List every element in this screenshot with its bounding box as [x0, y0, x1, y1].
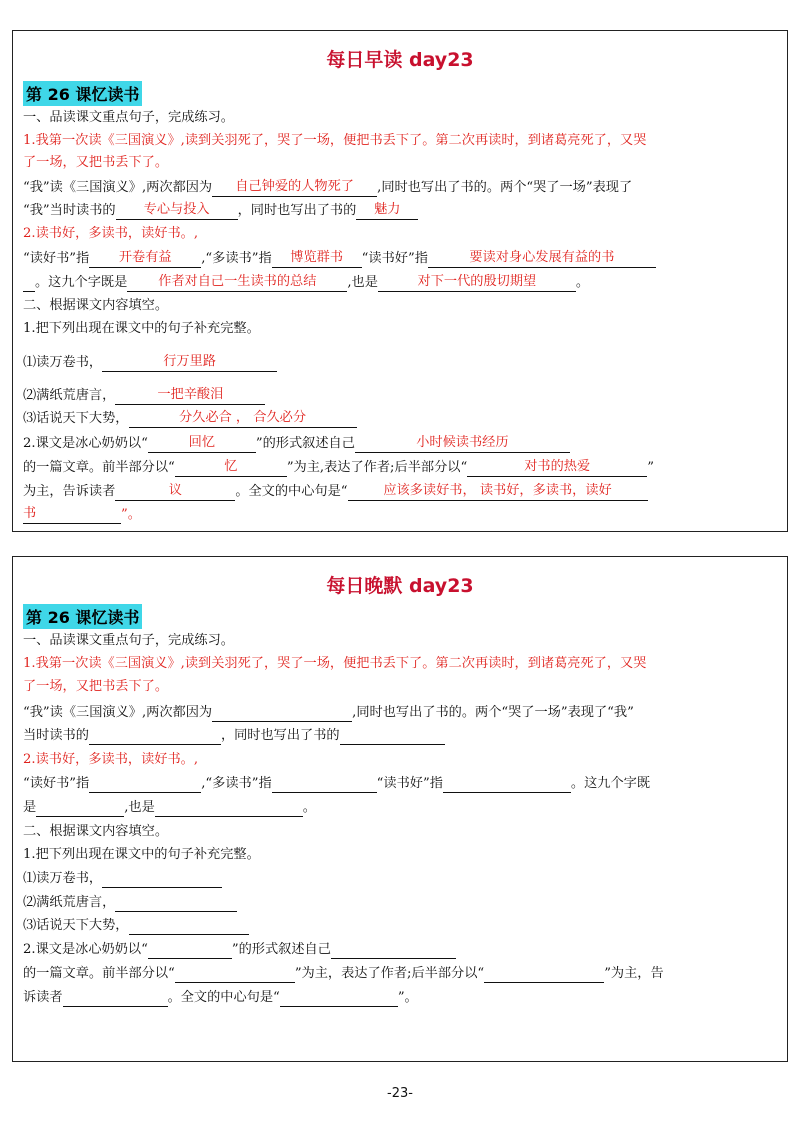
answer-blank: 书: [23, 505, 121, 524]
evening-row4: [23, 799, 316, 817]
text: ,同时也写出了书的。两个“哭了一场”表现了“我”: [352, 705, 634, 720]
answer-blank[interactable]: [212, 706, 352, 722]
morning-q1-line2: 了一场，又把书丢下了。: [23, 155, 169, 170]
text: ⑶话说天下大势，: [23, 918, 129, 933]
text: ”的形式叙述自己: [255, 436, 355, 451]
morning-row1: [23, 178, 632, 197]
answer-blank: 行万里路: [102, 353, 277, 372]
text: ⑵满纸荒唐言，: [23, 895, 116, 910]
text: “读好书”指: [23, 776, 90, 791]
text: 诉读者: [23, 990, 63, 1005]
text: 是: [23, 800, 37, 815]
text: 。: [575, 275, 590, 290]
evening-fill1: [23, 870, 222, 888]
answer-blank: 分久必合 ， 合久必分: [129, 409, 357, 428]
evening-row3: [23, 775, 650, 793]
morning-title: 每日早读 day23: [326, 49, 474, 71]
text: ⑶话说天下大势，: [23, 411, 129, 426]
evening-q1-line2: 了一场，又把书丢下了。: [23, 679, 169, 694]
answer-blank[interactable]: [175, 967, 295, 983]
text: ，同时也写出了书的: [237, 203, 357, 218]
morning-s2: [23, 434, 570, 453]
text: “读好书”指: [23, 251, 90, 266]
text: ”的形式叙述自己: [231, 942, 331, 957]
morning-fill3: [23, 409, 357, 428]
answer-blank[interactable]: [484, 967, 604, 983]
text: ”。: [121, 507, 141, 522]
answer-blank: 对书的热爱: [467, 458, 647, 477]
evening-fill3: [23, 917, 249, 935]
text: ”为主,表达了作者;后半部分以“: [286, 460, 468, 475]
answer-blank[interactable]: [89, 729, 221, 745]
evening-sec2-q1: 1.把下列出现在课文中的句子补充完整。: [23, 847, 260, 862]
morning-row4: [23, 273, 589, 292]
morning-row3: [23, 249, 656, 268]
answer-blank: 博览群书: [272, 249, 362, 268]
evening-row1: [23, 704, 634, 722]
morning-reading-panel: [12, 30, 788, 532]
text: “读书好”指: [361, 251, 428, 266]
text: 。这九个字既: [570, 776, 651, 791]
answer-blank[interactable]: [36, 801, 124, 817]
answer-blank: 回忆: [148, 434, 256, 453]
morning-fill2: [23, 386, 265, 405]
morning-fill1: [23, 353, 277, 372]
answer-blank: 对下一代的殷切期望: [378, 273, 576, 292]
text: ⑴读万卷书，: [23, 871, 103, 886]
morning-q1-line1: 1.我第一次读《三国演义》,读到关羽死了，哭了一场，便把书丢下了。第二次再读时，到诸葛亮死了，又哭: [23, 133, 647, 148]
answer-blank: 一把辛酸泪: [115, 386, 265, 405]
answer-blank[interactable]: [331, 943, 456, 959]
evening-title: 每日晚默 day23: [326, 575, 474, 597]
text: “读书好”指: [376, 776, 443, 791]
morning-sec1-heading: 一、品读课文重点句子，完成练习。: [23, 110, 234, 125]
text: ，同时也写出了书的: [220, 728, 340, 743]
evening-lesson-tag: 第 26 课忆读书: [23, 604, 142, 629]
morning-q2-heading: 2.读书好，多读书，读好书。,: [23, 226, 199, 241]
text: “我”当时读书的: [23, 203, 116, 218]
text: 2.课文是冰心奶奶以“: [23, 942, 148, 957]
text: 的一篇文章。前半部分以“: [23, 460, 175, 475]
evening-fill2: [23, 894, 237, 912]
answer-blank: 小时候读书经历: [355, 434, 570, 453]
text: ,也是: [124, 800, 155, 815]
text: 。全文的中心句是“: [235, 484, 348, 499]
morning-sec2-heading: 二、根据课文内容填空。: [23, 298, 169, 313]
text: ”。: [397, 990, 418, 1005]
answer-blank[interactable]: [272, 777, 377, 793]
answer-blank[interactable]: [89, 777, 201, 793]
answer-blank: 魅力: [356, 201, 418, 220]
answer-blank[interactable]: [155, 801, 303, 817]
answer-blank: 要读对身心发展有益的书: [428, 249, 656, 268]
evening-sec1-heading: 一、品读课文重点句子，完成练习。: [23, 633, 234, 648]
answer-blank: 作者对自己一生读书的总结: [127, 273, 347, 292]
evening-s4: [23, 989, 418, 1007]
morning-s5: [23, 505, 141, 524]
answer-blank[interactable]: [129, 919, 249, 935]
answer-blank: [23, 276, 35, 292]
answer-blank[interactable]: [63, 991, 168, 1007]
morning-sec2-q1: 1.把下列出现在课文中的句子补充完整。: [23, 321, 260, 336]
answer-blank[interactable]: [102, 872, 222, 888]
text: 。全文的中心句是“: [167, 990, 280, 1005]
text: 。: [302, 800, 316, 815]
evening-q1-line1: 1.我第一次读《三国演义》,读到关羽死了，哭了一场，便把书丢下了。第二次再读时，到诸葛亮死了，又哭: [23, 656, 647, 671]
evening-sec2-heading: 二、根据课文内容填空。: [23, 824, 169, 839]
answer-blank: 应该多读好书， 读书好，多读书，读好: [348, 482, 648, 501]
text: 2.课文是冰心奶奶以“: [23, 436, 148, 451]
evening-row2: [23, 727, 445, 745]
answer-blank: 自己钟爱的人物死了: [212, 178, 377, 197]
answer-blank: 议: [115, 482, 235, 501]
answer-blank[interactable]: [280, 991, 398, 1007]
text: 的一篇文章。前半部分以“: [23, 966, 175, 981]
morning-row2: [23, 201, 418, 220]
page-number: -23-: [387, 1086, 413, 1101]
text: ,“多读书”指: [201, 776, 272, 791]
answer-blank: 专心与投入: [116, 201, 238, 220]
text: ”: [647, 460, 654, 475]
text: “我”读《三国演义》,两次都因为: [23, 705, 213, 720]
text: ,也是: [347, 275, 378, 290]
text: “我”读《三国演义》,两次都因为: [23, 180, 213, 195]
text: ”为主，告: [604, 966, 664, 981]
answer-blank[interactable]: [340, 729, 445, 745]
text: 为主，告诉读者: [23, 484, 116, 499]
text: ⑴读万卷书，: [23, 355, 103, 370]
text: ,“多读书”指: [201, 251, 272, 266]
evening-dictation-panel: [12, 556, 788, 1062]
evening-s3: [23, 965, 664, 983]
text: ”为主，表达了作者;后半部分以“: [294, 966, 485, 981]
answer-blank: 忆: [175, 458, 287, 477]
morning-s3: [23, 458, 654, 477]
evening-q2-heading: 2.读书好，多读书，读好书。,: [23, 752, 199, 767]
text: 当时读书的: [23, 728, 89, 743]
answer-blank: 开卷有益: [89, 249, 201, 268]
text: ,同时也写出了书的。两个“哭了一场”表现了: [377, 180, 633, 195]
morning-lesson-tag: 第 26 课忆读书: [23, 81, 142, 106]
text: 。这九个字既是: [35, 275, 128, 290]
answer-blank[interactable]: [148, 943, 232, 959]
answer-blank[interactable]: [443, 777, 571, 793]
evening-s2: [23, 941, 456, 959]
text: ⑵满纸荒唐言，: [23, 388, 116, 403]
morning-s4: [23, 482, 648, 501]
answer-blank[interactable]: [115, 896, 237, 912]
